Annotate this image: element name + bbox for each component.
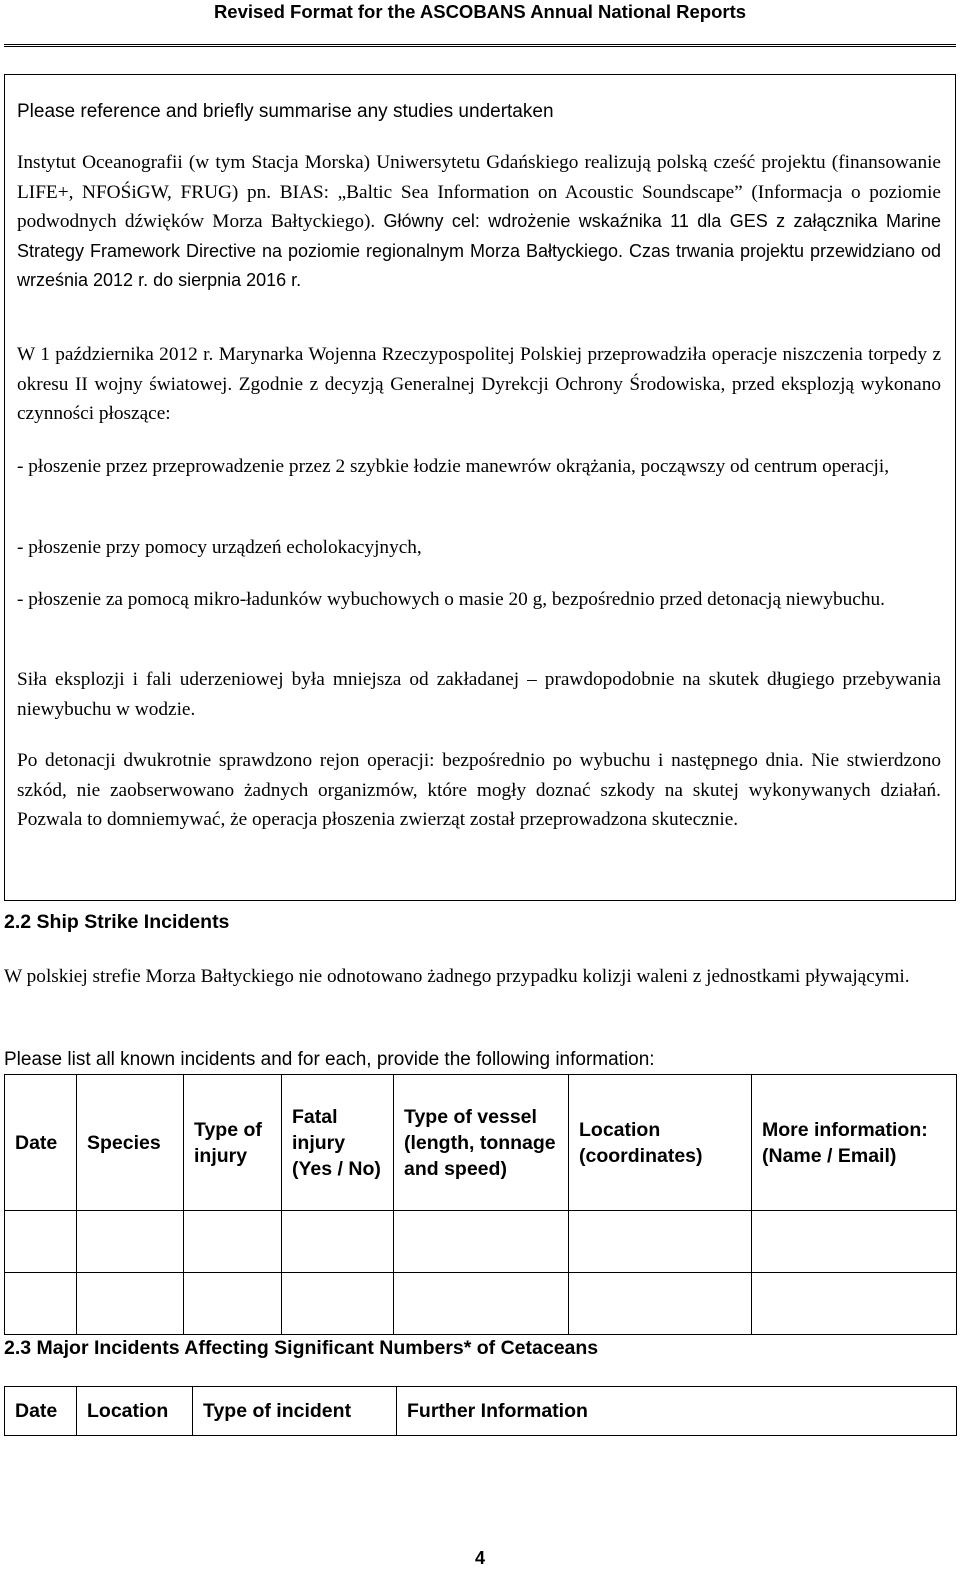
studies-paragraph-4: - płoszenie przy pomocy urządzeń echolokacyjnych,	[17, 537, 422, 558]
table-header-row	[5, 1387, 957, 1436]
p1-part-b: Główny cel: wdrożenie wskaźnika 11 dla GES z załącznika Marine Strategy Framework Directive na poziomie regionalnym Morza Bałtyckiego.	[17, 211, 941, 261]
col-header-type-of-injury: Type of injury	[184, 1075, 282, 1211]
table-cell[interactable]	[394, 1273, 569, 1335]
table-cell[interactable]	[569, 1273, 752, 1335]
table-cell[interactable]	[282, 1273, 394, 1335]
col-header-fatal-injury: Fatal injury (Yes / No)	[282, 1075, 394, 1211]
page-number: 4	[474, 1548, 485, 1568]
table-cell[interactable]	[282, 1211, 394, 1273]
table-cell[interactable]	[569, 1211, 752, 1273]
col-header-location: Location (coordinates)	[569, 1075, 752, 1211]
studies-paragraph-2: W 1 października 2012 r. Marynarka Wojenna Rzeczypospolitej Polskiej przeprowadziła operacje niszczenia torpedy z okresu II wojny światowej. Zgodnie z decyzją Generalnej Dyrekcji Ochrony Środowiska, przed eksplozją wykonano czynności płoszące:	[17, 344, 941, 424]
table-cell[interactable]	[184, 1211, 282, 1273]
section-2-2-text: W polskiej strefie Morza Bałtyckiego nie odnotowano żadnego przypadku kolizji waleni z jednostkami pływającymi.	[4, 966, 910, 987]
col-header-type-of-incident: Type of incident	[193, 1387, 397, 1436]
table-cell[interactable]	[5, 1273, 77, 1335]
p1-part-a: Instytut Oceanografii (w tym Stacja Morska) Uniwersytetu Gdańskiego realizują polską cześć projektu (finansowanie LIFE+, NFOŚiGW, FRUG) pn. BIAS: „Baltic Sea Information on Acoustic Soundscape” (Informacja o poziomie podwodnych dźwięków Morza Bałtyckiego).	[17, 152, 941, 232]
table-cell[interactable]	[77, 1211, 184, 1273]
studies-paragraph-5: - płoszenie za pomocą mikro-ładunków wybuchowych o masie 20 g, bezpośrednio przed detonacją niewybuchu.	[17, 589, 885, 610]
section-2-2-heading: 2.2 Ship Strike Incidents	[4, 911, 230, 933]
ship-strike-table	[4, 1074, 957, 1335]
page-header: Revised Format for the ASCOBANS Annual National Reports	[213, 1, 747, 22]
studies-summary-box	[4, 74, 956, 901]
col-header-date: Date	[5, 1387, 77, 1436]
header-rule	[4, 44, 956, 47]
p1-part-c: Czas trwania projektu przewidziano od września 2012 r. do sierpnia 2016 r.	[17, 240, 942, 290]
studies-prompt: Please reference and briefly summarise any studies undertaken	[17, 101, 554, 122]
studies-paragraph-7: Po detonacji dwukrotnie sprawdzono rejon operacji: bezpośrednio po wybuchu i następnego dnia. Nie stwierdzono szkód, nie zaobserwowano żadnych organizmów, które mogły doznać szkody na skutej wykonywanych działań. Pozwala to domniemywać, że operacja płoszenia zwierząt został przeprowadzona skutecznie.	[17, 750, 941, 830]
col-header-location: Location	[77, 1387, 193, 1436]
section-2-2-prompt: Please list all known incidents and for each, provide the following information:	[4, 1049, 655, 1070]
table-row	[5, 1211, 957, 1273]
table-cell[interactable]	[394, 1211, 569, 1273]
col-header-species: Species	[77, 1075, 184, 1211]
studies-paragraph-6: Siła eksplozji i fali uderzeniowej była mniejsza od zakładanej – prawdopodobnie na skutek długiego przebywania niewybuchu w wodzie.	[17, 669, 941, 720]
col-header-further-information: Further Information	[397, 1387, 957, 1436]
table-cell[interactable]	[752, 1273, 957, 1335]
table-cell[interactable]	[184, 1273, 282, 1335]
studies-paragraph-1	[17, 148, 941, 296]
section-2-3-heading: 2.3 Major Incidents Affecting Significant Numbers* of Cetaceans	[4, 1337, 599, 1359]
table-cell[interactable]	[752, 1211, 957, 1273]
studies-paragraph-3: - płoszenie przez przeprowadzenie przez 2 szybkie łodzie manewrów okrążania, począwszy od centrum operacji,	[17, 456, 890, 477]
table-cell[interactable]	[77, 1273, 184, 1335]
col-header-date: Date	[5, 1075, 77, 1211]
col-header-more-information: More information: (Name / Email)	[752, 1075, 957, 1211]
table-row	[5, 1273, 957, 1335]
col-header-type-of-vessel: Type of vessel (length, tonnage and speed)	[394, 1075, 569, 1211]
table-cell[interactable]	[5, 1211, 77, 1273]
major-incidents-table	[4, 1386, 957, 1436]
table-header-row	[5, 1075, 957, 1211]
